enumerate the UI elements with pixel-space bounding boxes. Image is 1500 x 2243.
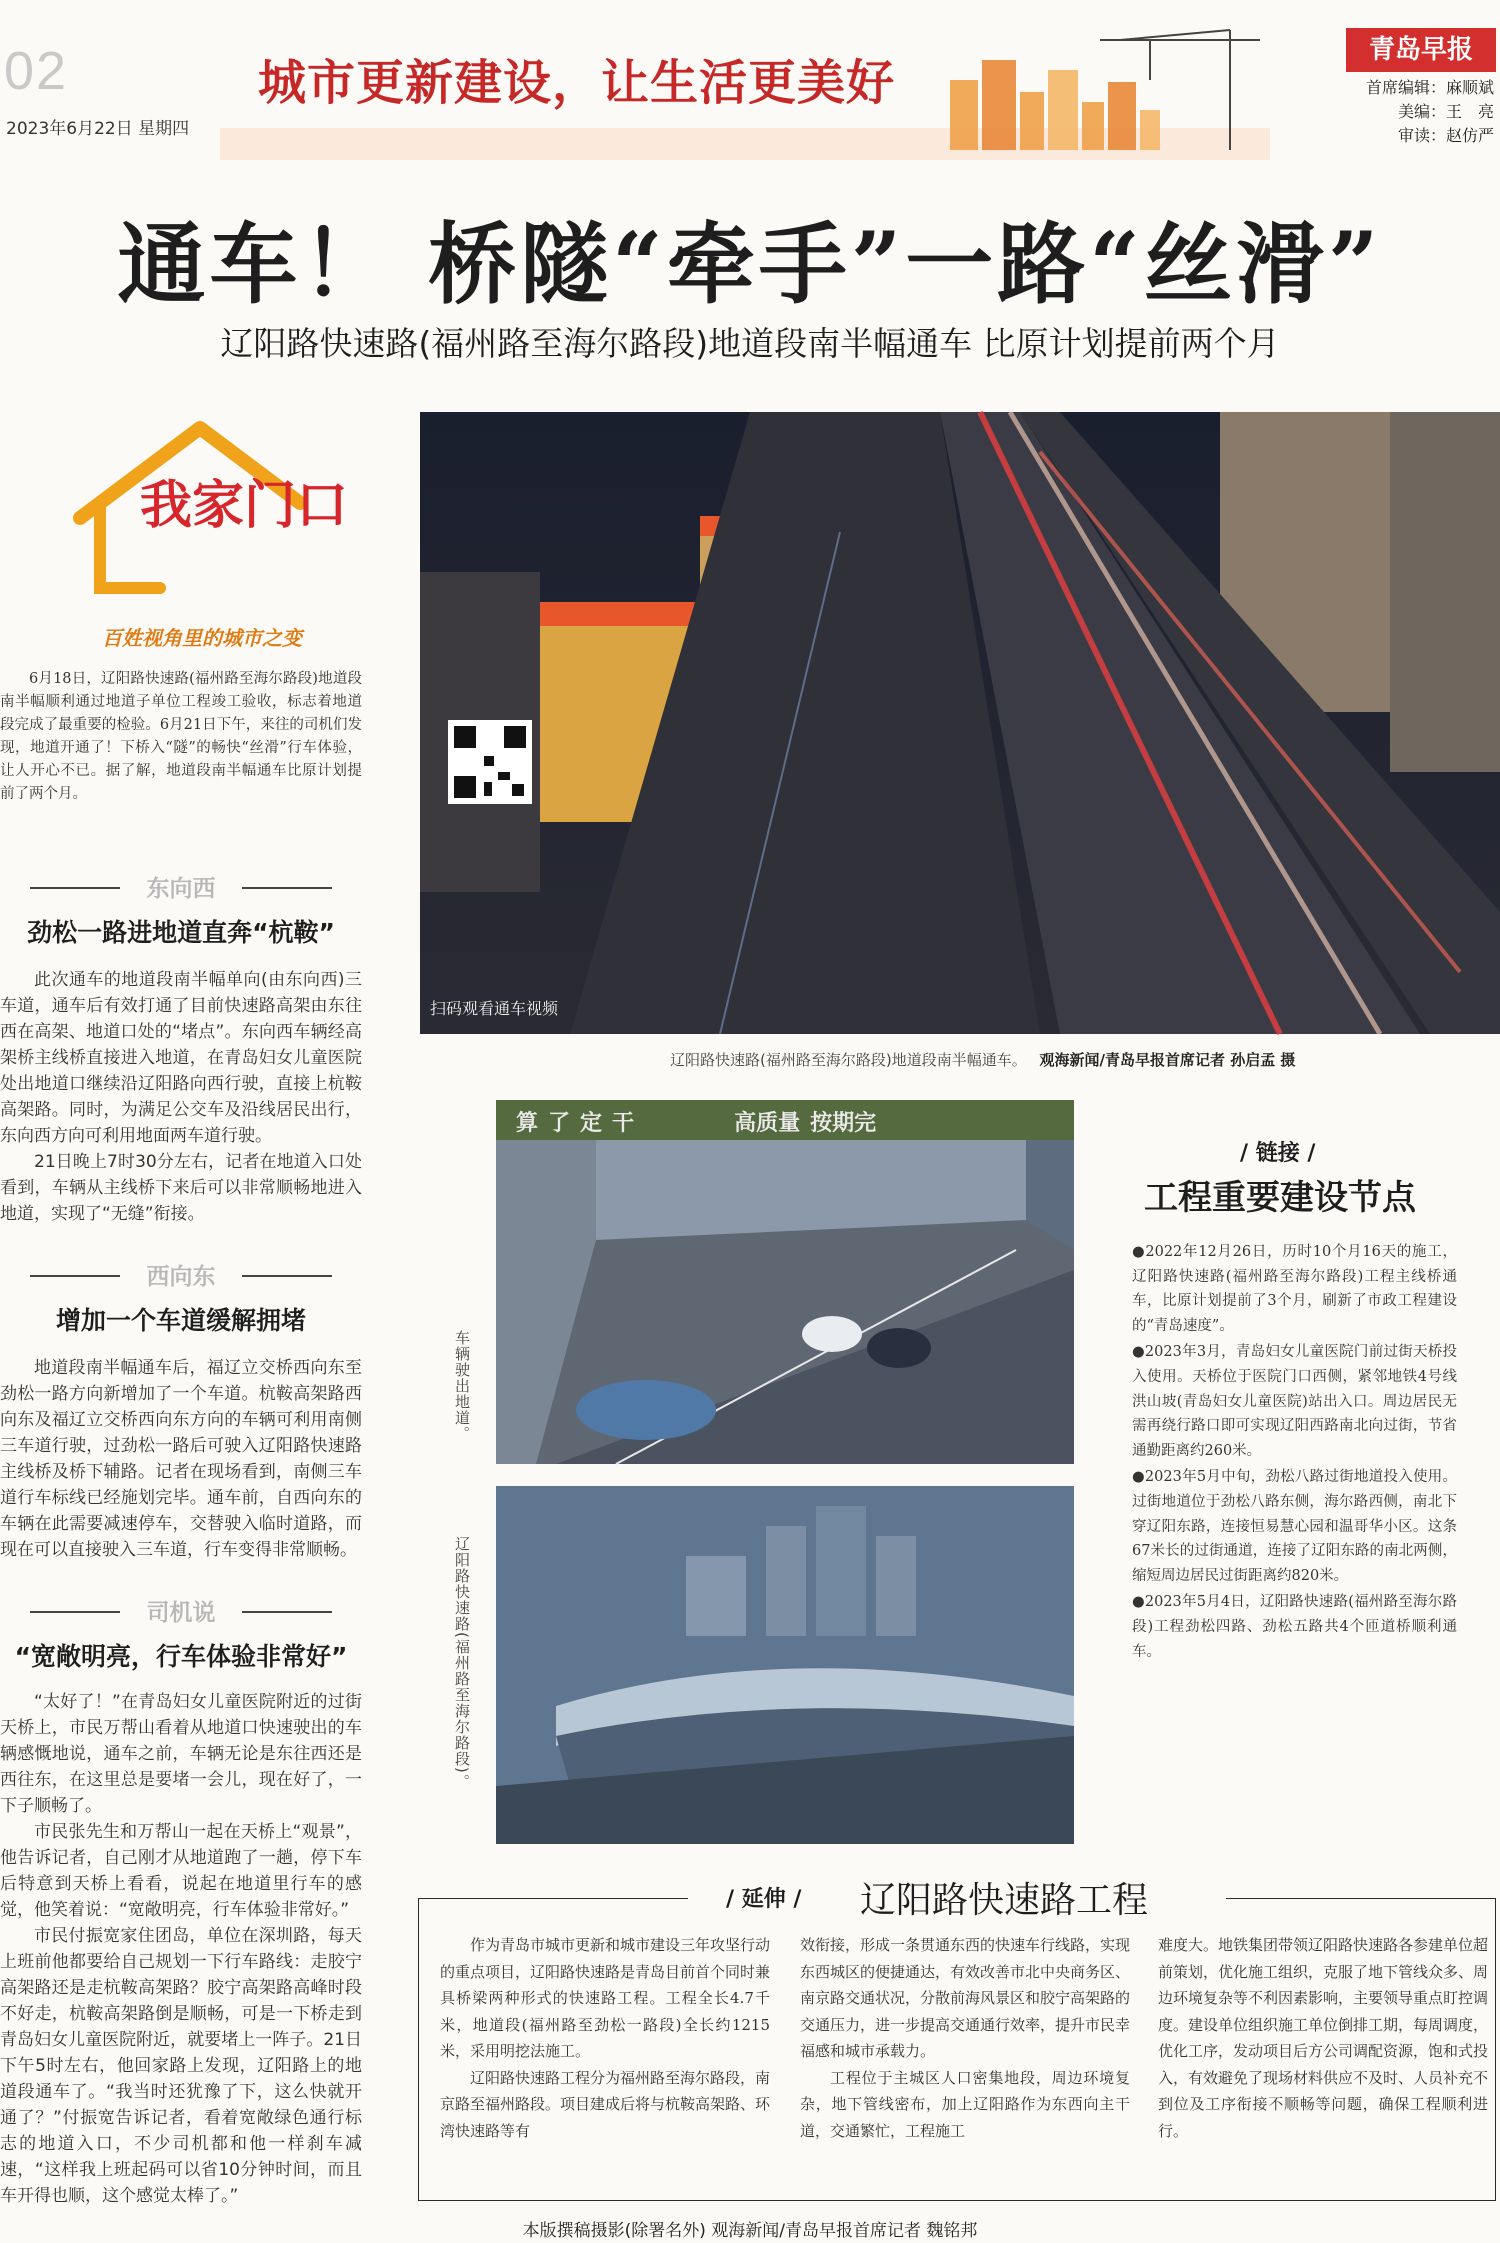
intro-text: 6月18日，辽阳路快速路(福州路至海尔路段)地道段南半幅顺利通过地道子单位工程竣工验收，标志着地道段完成了最重要的检验。6月21日下午，来往的司机们发现，地道开通了！下桥入“隧”的畅快“丝滑”行车体验，让人开心不已。据了解，地道段南半幅通车比原计划提前了两个月。 — [0, 671, 362, 802]
tunnel-exit-illustration — [496, 1100, 1074, 1464]
extension-column — [440, 1932, 770, 2144]
slogan-word: 高质量 — [734, 1111, 801, 1136]
issue-date: 2023年6月22日 星期四 — [6, 119, 190, 139]
tunnel-slogan-banner — [496, 1106, 1074, 1137]
section-kicker: 东向西 — [0, 870, 362, 903]
link-box-title: 工程重要建设节点 — [1144, 1178, 1416, 1218]
section-title: 增加一个车道缓解拥堵 — [55, 1306, 306, 1335]
section-paragraph: 此次通车的地道段南半幅单向(由东向西)三车道，通车后有效打通了目前快速路高架由东往西在高架、地道口处的“堵点”。东向西车辆经高架桥主线桥直接进入地道，在青岛妇女儿童医院处出地道口继续沿辽阳路向西行驶，直接上杭鞍高架路。同时，为满足公交车及沿线居民出行，东向西方向可利用地面两车道行驶。 — [0, 970, 362, 1146]
section-paragraph: “太好了！”在青岛妇女儿童医院附近的过街天桥上，市民万帮山看着从地道口快速驶出的车辆感慨地说，通车之前，车辆无论是东往西还是西往东，在这里总是要堵一会儿，现在好了，一下子顺畅了。 — [0, 1692, 362, 1816]
caption-credit: 观海新闻/青岛早报首席记者 孙启孟 摄 — [1039, 1051, 1296, 1069]
section-kicker: 司机说 — [0, 1594, 362, 1627]
night-road-illustration — [420, 412, 1500, 1034]
bridge-photo-caption: 辽阳路快速路(福州路至海尔路段)。 — [453, 1536, 471, 1790]
bridge-dusk-illustration — [496, 1486, 1074, 1844]
milestone-item: ●2023年5月中旬，劲松八路过街地道投入使用。过街地道位于劲松八路东侧，海尔路西侧，南北下穿辽阳东路，连接恒易慧心园和温哥华小区。这条67米长的过街通道，连接了辽阳东路的南北两侧，缩短周边居民过街距离约820米。 — [1132, 1469, 1457, 1584]
caption-text: 辽阳路快速路(福州路至海尔路段)地道段南半幅通车。 — [670, 1051, 1027, 1069]
credit-line: 首席编辑：麻顺斌 — [1365, 78, 1494, 97]
section-west-east — [0, 1258, 362, 1563]
intro-paragraph — [0, 668, 362, 806]
main-night-photo — [420, 412, 1500, 1034]
extension-tag: / 延伸 / — [726, 1887, 802, 1912]
banner-title: 城市更新建设，让生活更美好 — [258, 55, 896, 111]
slogan-word: 干 — [612, 1111, 635, 1136]
extension-column — [1158, 1932, 1488, 2144]
headline: 通车！ 桥隧“牵手”一路“丝滑” — [117, 212, 1383, 316]
column-logo-subtitle: 百姓视角里的城市之变 — [102, 626, 302, 650]
slogan-word: 了 — [548, 1111, 571, 1136]
slogan-word: 算 — [516, 1111, 539, 1136]
extension-rule — [418, 1898, 688, 1899]
main-photo-caption — [670, 1049, 1295, 1070]
milestone-item: ●2022年12月26日，历时10个月16天的施工，辽阳路快速路(福州路至海尔路段)工程主线桥通车，比原计划提前了3个月，刷新了市政工程建设的“青岛速度”。 — [1132, 1244, 1457, 1334]
extension-paragraph: 作为青岛市城市更新和城市建设三年攻坚行动的重点项目，辽阳路快速路是青岛目前首个同时兼具桥梁两种形式的快速路工程。工程全长4.7千米，地道段(福州路至劲松一路段)全长约1215米，采用明挖法施工。 — [440, 1936, 771, 2060]
section-paragraph: 市民付振宽家住团岛，单位在深圳路，每天上班前他都要给自己规划一下行车路线：走胶宁高架路还是走杭鞍高架路？胶宁高架路高峰时段不好走，杭鞍高架路倒是顺畅，可是一下桥走到青岛妇女儿童医院附近，就要堵上一阵子。21日下午5时左右，他回家路上发现，辽阳路上的地道段通车了。“我当时还犹豫了下，这么快就开通了？”付振宽告诉记者，看着宽敞绿色通行标志的地道入口，不少司机都和他一样刹车减速，“这样我上班起码可以省10分钟时间，而且车开得也顺，这个感觉太棒了。” — [0, 1926, 362, 2206]
section-title: 劲松一路进地道直奔“杭鞍” — [27, 918, 335, 947]
section-title: “宽敞明亮，行车体验非常好” — [14, 1642, 348, 1671]
column-logo-house-icon — [60, 408, 349, 618]
page-number: 02 — [4, 41, 69, 101]
bridge-dusk-photo — [496, 1486, 1074, 1844]
logo-title-line1: 我家门口 — [140, 476, 349, 536]
extension-paragraph: 工程位于主城区人口密集地段，周边环境复杂，地下管线密布，加上辽阳路作为东西向主干道，交通繁忙，工程施工 — [800, 2068, 1130, 2140]
slogan-word: 定 — [580, 1111, 603, 1136]
section-paragraph: 21日晚上7时30分左右，记者在地道入口处看到，车辆从主线桥下来后可以非常顺畅地进入地道，实现了“无缝”衔接。 — [0, 1152, 362, 1224]
tunnel-exit-photo — [496, 1100, 1074, 1464]
section-drivers-say — [0, 1594, 362, 2209]
extension-paragraph: 效衔接，形成一条贯通东西的快速车行线路，实现东西城区的便捷通达，有效改善市北中央商务区、南京路交通状况，分散前海风景区和胶宁高架路的交通压力，进一步提高交通通行效率，提升市民幸福感和城市承载力。 — [800, 1936, 1131, 2060]
section-paragraph: 市民张先生和万帮山一起在天桥上“观景”，他告诉记者，自己刚才从地道跑了一趟，停下车后特意到天桥上看看，说起在地道里行车的感觉，他笑着说：“宽敞明亮，行车体验非常好。” — [0, 1822, 362, 1920]
milestone-item: ●2023年3月，青岛妇女儿童医院门前过街天桥投入使用。天桥位于医院门口西侧，紧邻地铁4号线洪山坡(青岛妇女儿童医院)站出入口。周边居民无需再绕行路口即可实现辽阳西路南北向过街，节省通勤距离约260米。 — [1132, 1344, 1457, 1459]
slogan-word: 按期完 — [810, 1111, 877, 1136]
qr-code-icon — [448, 720, 532, 804]
milestone-list — [1132, 1240, 1457, 1666]
section-kicker: 西向东 — [0, 1258, 362, 1291]
section-east-west — [0, 870, 362, 1227]
extension-title: 辽阳路快速路工程 — [860, 1880, 1149, 1921]
page-footer-credit: 本版撰稿摄影(除署名外) 观海新闻/青岛早报首席记者 魏铭邦 — [522, 2221, 978, 2241]
credit-line: 美编：王 亮 — [1397, 102, 1494, 121]
subheadline: 辽阳路快速路(福州路至海尔路段)地道段南半幅通车 比原计划提前两个月 — [220, 324, 1280, 363]
editor-credits — [1342, 76, 1494, 148]
extension-paragraph: 难度大。地铁集团带领辽阳路快速路各参建单位超前策划，优化施工组织，克服了地下管线众多、周边环境复杂等不利因素影响，主要领导重点盯控调度。建设单位组织施工单位倒排工期，每周调度，优化工序，发动项目后方公司调配资源，饱和式投入，有效避免了现场材料供应不及时、人员补充不到位及工序衔接不顺畅等问题，确保工程顺利进行。 — [1158, 1936, 1489, 2140]
section-paragraph: 地道段南半幅通车后，福辽立交桥西向东至劲松一路方向新增加了一个车道。杭鞍高架路西向东及福辽立交桥西向东方向的车辆可利用南侧三车道行驶，过劲松一路后可驶入辽阳路快速路主线桥及桥下辅路。记者在现场看到，南侧三车道行车标线已经施划完毕。通车前，自西向东的车辆在此需要减速停车，交替驶入临时道路，而现在可以直接驶入三车道，行车变得非常顺畅。 — [0, 1358, 362, 1560]
extension-paragraph: 辽阳路快速路工程分为福州路至海尔路段，南京路至福州路段。项目建成后将与杭鞍高架路、环湾快速路等有 — [440, 2068, 771, 2140]
extension-rule — [1226, 1898, 1496, 1899]
link-tag: / 链接 / — [1240, 1141, 1316, 1166]
qr-code-label: 扫码观看通车视频 — [430, 999, 559, 1018]
credit-line: 审读：赵仿严 — [1397, 126, 1494, 145]
milestone-item: ●2023年5月4日，辽阳路快速路(福州路至海尔路段)工程劲松四路、劲松五路共4个匝道桥顺利通车。 — [1132, 1594, 1457, 1660]
newspaper-masthead-logo: 青岛早报 — [1346, 28, 1496, 72]
tunnel-photo-caption: 车辆驶出地道。 — [453, 1330, 471, 1442]
extension-column — [800, 1932, 1130, 2144]
